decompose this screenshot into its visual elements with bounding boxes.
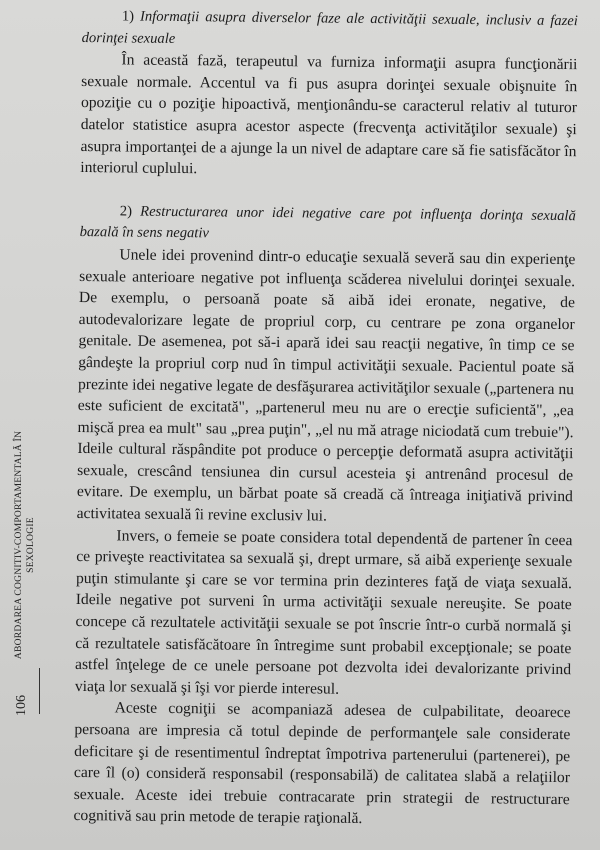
section-2-number: 2): [119, 203, 133, 220]
page-number-block: [14, 676, 54, 716]
running-title-block: [13, 430, 57, 660]
running-title-line-1: ABORDAREA COGNITIV-COMPORTAMENTALĂ ÎN: [13, 430, 24, 660]
running-title-line-2: SEXOLOGIE: [25, 517, 36, 573]
section-2-paragraph-3: Aceste cogniţii se acompaniază adesea de culpabilitate, deoarece persoana are impresia că totul depinde de performanţele sale considerate deficitare şi de resentimentul îndreptat împotriva partenerului (partenerei), pe care îl (o) consideră responsabil (responsabilă) de calitatea slabă a relaţiilor sexuale. Aceste idei trebuie contracarate prin strategii de restructurare cognitivă sau prin metode de terapie raţională.: [73, 699, 571, 828]
section-1-paragraph-1: În această fază, terapeutul va furniza informaţii asupra funcţionării sexuale normale. Accentul va fi pus asupra dorinţei sexuale obişnuite în opoziţie cu o poziţie hipoactivă, menţionându-se caracterul relativ al tuturor datelor statistice asupra acestor aspecte (frecvenţa activităţilor sexuale) şi asupra importanţei de a ajunge la un nivel de adaptare care să fie satisfăcător în interiorul cuplului.: [80, 51, 578, 178]
page-body: [73, 6, 578, 832]
section-2-paragraph-2: Invers, o femeie se poate considera total dependentă de partener în ceea ce priveşte reactivitatea sa sexuală şi, drept urmare, să aibă experienţe sexuale puţin stimulante şi care se vor termina prin dezinteres faţă de viaţa sexuală. Ideile negative pot surveni în urma activităţii sexuale nereuşite. Se poate concepe că rezultatele activităţii sexuale se pot înscrie într-o curbă normală şi că rezultatele satisfăcătoare în întregime sunt probabil excepţionale; se poate astfel înţelege de ce unele persoane pot dezvolta idei devalorizante privind viaţa lor sexuală şi îşi vor pierde interesul.: [74, 527, 573, 698]
section-1-heading-text: Informaţii asupra diverselor faze ale activităţii sexuale, inclusiv a fazei dorinţei sexuale: [81, 8, 578, 47]
running-title: [13, 430, 57, 660]
section-2-heading-text: Restructurarea unor idei negative care pot influenţa dorinţa sexuală bazală în sens negativ: [79, 203, 576, 242]
section-2-paragraph-1: Unele idei provenind dintr-o educaţie sexuală severă sau din experienţe sexuale anterioare negative pot influenţa scăderea nivelului dorinţei sexuale. De exemplu, o persoană poate să aibă idei eronate, negative, de autodevalorizare legate de propriul corp, cu centrare pe zona organelor genitale. De asemenea, pot să-i apară idei sau reacţii negative, în timp ce se gândeşte la propriul corp nud în timpul activităţii sexuale. Pacientul poate să prezinte idei negative legate de desfăşurarea activităţilor sexuale („partenera nu este suficient de excitată", „partenerul meu nu are o erecţie suficientă", „ea mişcă prea ea mult" sau „prea puţin", „el nu mă atrage niciodată cum trebuie"). Ideile cultural răspândite pot produce o percepţie deformată asupra activităţii sexuale, crescând tensiunea din cursul acesteia şi antrenând procesul de evitare. De exemplu, un bărbat poate să creadă că întreaga iniţiativă privind activitatea sexuală îi revine exclusiv lui.: [76, 246, 576, 525]
section-1-number: 1): [121, 8, 135, 25]
section-2-heading: [80, 201, 576, 249]
page-number: 106: [14, 695, 29, 716]
section-1-heading: [82, 6, 578, 54]
